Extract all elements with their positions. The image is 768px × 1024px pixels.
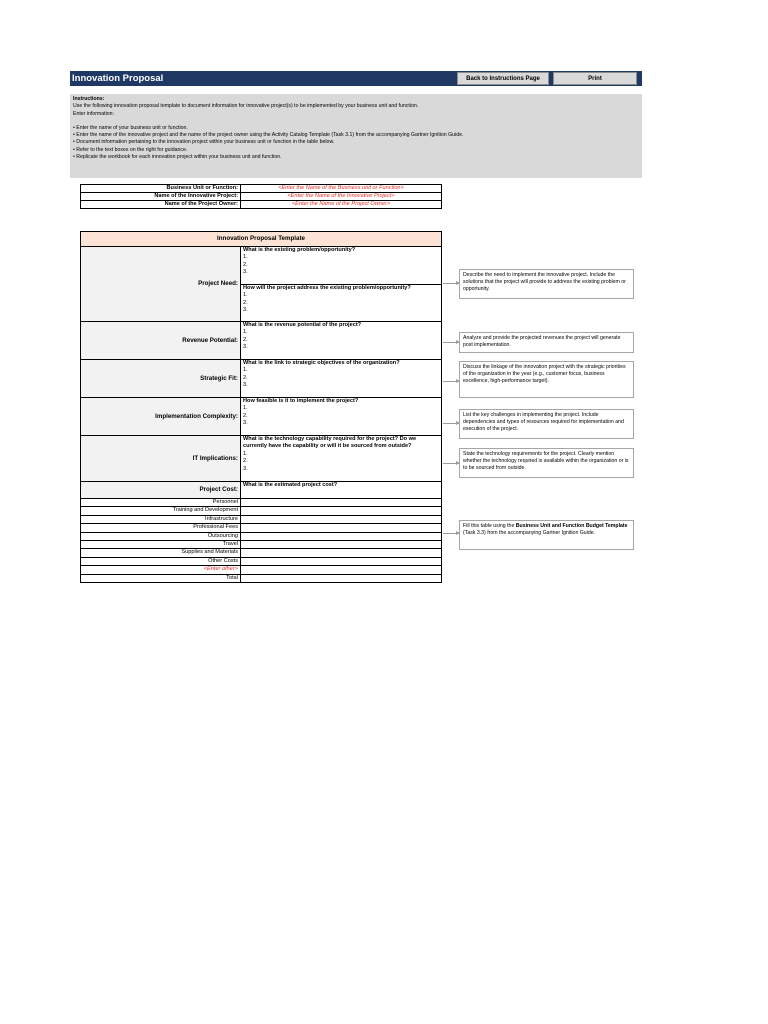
project-need-q2-cell[interactable]	[241, 285, 442, 322]
revenue-potential-question: What is the revenue potential of the project?	[243, 322, 362, 328]
instruction-bullet: • Enter the name of your business unit or function.	[73, 124, 188, 131]
note-cost-text: Fill this table using the	[463, 523, 516, 529]
note-cost-template-name: Business Unit and Function Budget Template	[515, 523, 628, 529]
list-number: 3.	[243, 269, 248, 276]
project-owner-label: Name of the Project Owner:	[81, 201, 241, 209]
arrow-icon	[443, 463, 459, 464]
cost-value-cell[interactable]	[241, 532, 442, 540]
cost-value-cell[interactable]	[241, 549, 442, 557]
cost-item-label: Travel	[81, 541, 241, 549]
cost-item-label: Training and Development	[81, 507, 241, 515]
project-need-q1-cell[interactable]	[241, 247, 442, 285]
instructions-heading: Instructions:	[73, 96, 105, 102]
cost-value-cell[interactable]	[241, 541, 442, 549]
revenue-potential-label: Revenue Potential:	[81, 322, 241, 360]
list-number: 2.	[243, 458, 248, 465]
project-cost-cell	[241, 482, 442, 499]
instructions-intro: Use the following innovation proposal template to document information for innovative project(s) to be implemented by your business unit and function.	[73, 103, 419, 110]
instructions-panel	[70, 94, 642, 178]
cost-total-label: Total	[81, 574, 241, 582]
instructions-enter-info: Enter information:	[73, 110, 114, 117]
list-number: 1.	[243, 405, 248, 412]
cost-total-cell	[241, 574, 442, 582]
arrow-icon	[443, 381, 459, 382]
cost-item-label: Supplies and Materials	[81, 549, 241, 557]
innovation-template-table	[80, 231, 442, 583]
instruction-bullet: • Refer to the text boxes on the right for guidance.	[73, 146, 188, 153]
list-number: 2.	[243, 261, 248, 268]
note-it-implications: State the technology requirements for the project. Clearly mention whether the technology required is available within the organization or is to be sourced from outside.	[459, 448, 634, 478]
implementation-complexity-question: How feasible is it to implement the project?	[243, 398, 359, 404]
note-revenue-potential: Analyze and provide the projected revenues the project will generate post implementation.	[459, 332, 634, 353]
strategic-fit-cell[interactable]	[241, 360, 442, 398]
list-number: 1.	[243, 329, 248, 336]
business-unit-input[interactable]: <Enter the Name of the Business unit or Function>	[241, 185, 442, 193]
project-need-label: Project Need:	[81, 247, 241, 322]
instruction-bullet: • Replicate the workbook for each innovation project within your business unit and function.	[73, 154, 282, 161]
cost-item-label: Professional Fees	[81, 524, 241, 532]
cost-value-cell[interactable]	[241, 507, 442, 515]
cost-value-cell[interactable]	[241, 499, 442, 507]
note-project-need: Describe the need to implement the innovative project. Include the solutions that the project will provide to address the existing problem or opportunity.	[459, 269, 634, 299]
list-number: 2.	[243, 336, 248, 343]
project-cost-question: What is the estimated project cost?	[243, 482, 338, 488]
it-implications-cell[interactable]	[241, 436, 442, 482]
cost-item-label: Personnel	[81, 499, 241, 507]
strategic-fit-label: Strategic Fit:	[81, 360, 241, 398]
implementation-complexity-label: Implementation Complexity:	[81, 398, 241, 436]
list-number: 3.	[243, 344, 248, 351]
list-number: 2.	[243, 374, 248, 381]
instruction-bullet: • Enter the name of the innovative project and the name of the project owner using the Activity Catalog Template (Task 3.1) from the accompanying Gartner Ignition Guide.	[73, 132, 464, 139]
project-need-q1: What is the existing problem/opportunity?	[243, 247, 356, 253]
list-number: 1.	[243, 450, 248, 457]
cost-value-cell[interactable]	[241, 515, 442, 523]
it-implications-question: What is the technology capability required for the project? Do we currently have the capability or will it be sourced from outside?	[243, 436, 417, 450]
cost-value-cell[interactable]	[241, 566, 442, 574]
list-number: 3.	[243, 382, 248, 389]
back-to-instructions-button[interactable]: Back to Instructions Page	[457, 72, 549, 85]
note-implementation-complexity: List the key challenges in implementing the project. Include dependencies and types of resources required for implementation and execution of the project.	[459, 409, 634, 439]
project-name-label: Name of the Innovative Project:	[81, 193, 241, 201]
list-number: 3.	[243, 307, 248, 314]
list-number: 3.	[243, 465, 248, 472]
list-number: 1.	[243, 254, 248, 261]
cost-item-label: Other Costs	[81, 557, 241, 565]
list-number: 2.	[243, 412, 248, 419]
arrow-icon	[443, 342, 459, 343]
cost-item-other-input[interactable]: <Enter other>	[81, 566, 241, 574]
arrow-icon	[443, 423, 459, 424]
strategic-fit-question: What is the link to strategic objectives of the organization?	[243, 360, 400, 366]
project-need-q2: How will the project address the existing problem/opportunity?	[243, 285, 411, 291]
note-project-cost	[459, 520, 634, 550]
business-unit-label: Business Unit or Function:	[81, 185, 241, 193]
revenue-potential-cell[interactable]	[241, 322, 442, 360]
list-number: 2.	[243, 299, 248, 306]
project-info-table	[80, 184, 442, 209]
note-strategic-fit: Discuss the linkage of the innovation project with the strategic priorities of the organization in the year (e.g., customer focus, business excellence, high-performance target).	[459, 361, 634, 398]
it-implications-label: IT Implications:	[81, 436, 241, 482]
arrow-icon	[443, 283, 459, 284]
instruction-bullet: • Document information pertaining to the innovation project within your business unit or function in the table below.	[73, 139, 335, 146]
note-cost-text: (Task 3.3) from the accompanying Gartner Ignition Guide.	[463, 530, 596, 536]
project-cost-label: Project Cost:	[81, 482, 241, 499]
template-title: Innovation Proposal Template	[81, 232, 442, 247]
print-button[interactable]: Print	[553, 72, 637, 85]
list-number: 1.	[243, 367, 248, 374]
cost-item-label: Outsourcing	[81, 532, 241, 540]
cost-value-cell[interactable]	[241, 524, 442, 532]
arrow-icon	[443, 533, 459, 534]
cost-item-label: Infrastructure	[81, 515, 241, 523]
list-number: 3.	[243, 420, 248, 427]
implementation-complexity-cell[interactable]	[241, 398, 442, 436]
project-owner-input[interactable]: <Enter the Name of the Project Owner>	[241, 201, 442, 209]
cost-value-cell[interactable]	[241, 557, 442, 565]
list-number: 1.	[243, 292, 248, 299]
page-title: Innovation Proposal	[72, 73, 164, 84]
project-name-input[interactable]: <Enter the Name of the Innovative Project>	[241, 193, 442, 201]
